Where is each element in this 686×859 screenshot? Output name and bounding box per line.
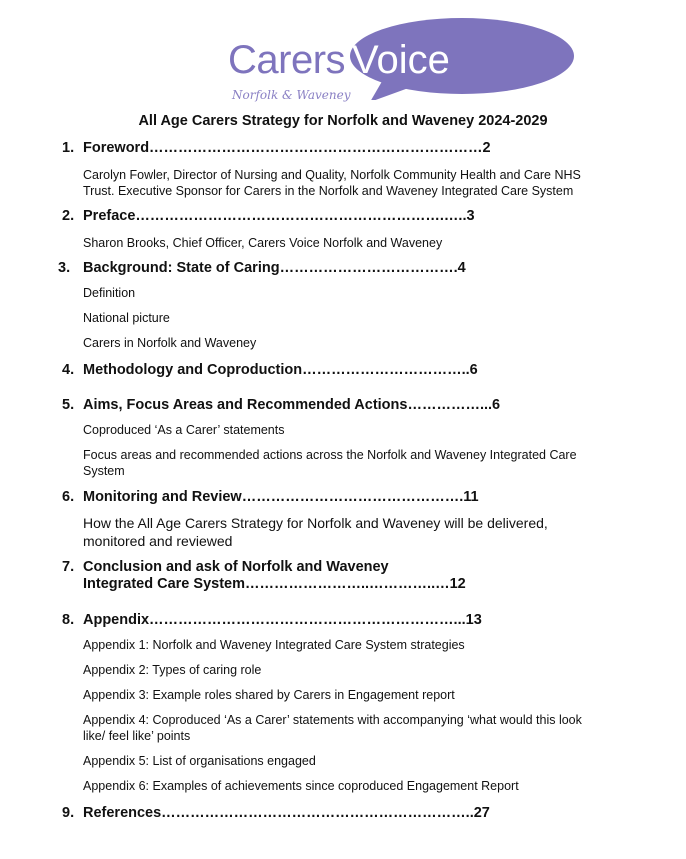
toc-subitem: System <box>83 464 125 478</box>
toc-subitem: Focus areas and recommended actions across the Norfolk and Waveney Integrated Care <box>83 448 577 462</box>
toc-subitem: Trust. Executive Sponsor for Carers in the Norfolk and Waveney Integrated Care System <box>83 184 574 198</box>
toc-subitem: Appendix 1: Norfolk and Waveney Integrated Care System strategies <box>83 638 465 652</box>
toc-number: 2. <box>62 208 75 224</box>
toc-number: 1. <box>62 140 75 156</box>
toc-heading: Methodology and Coproduction……………………………..6 <box>83 362 478 378</box>
logo-word-voice: Voice <box>352 38 450 82</box>
toc-subitem: Appendix 3: Example roles shared by Carers in Engagement report <box>83 688 455 702</box>
toc-heading: Monitoring and Review……………………………………….11 <box>83 489 479 505</box>
toc-subitem: Coproduced ‘As a Carer’ statements <box>83 423 285 437</box>
toc-number: 8. <box>62 612 75 628</box>
toc-subitem: How the All Age Carers Strategy for Norfolk and Waveney will be delivered, <box>83 515 548 531</box>
document-title: All Age Carers Strategy for Norfolk and Waveney 2024-2029 <box>138 113 548 129</box>
toc-heading: Appendix………………………………………………………...13 <box>83 612 482 628</box>
toc-subitem: National picture <box>83 311 170 325</box>
toc-number: 6. <box>62 489 75 505</box>
toc-number: 4. <box>62 362 75 378</box>
toc-subitem: monitored and reviewed <box>83 533 233 549</box>
toc-heading: Background: State of Caring……………………………….4 <box>83 260 466 276</box>
toc-heading: Conclusion and ask of Norfolk and Waveney <box>83 559 389 575</box>
toc-number: 7. <box>62 559 75 575</box>
toc-subitem: Definition <box>83 286 136 300</box>
toc-subitem: Appendix 5: List of organisations engaged <box>83 754 316 768</box>
toc-subitem: Appendix 6: Examples of achievements since coproduced Engagement Report <box>83 779 519 793</box>
carers-voice-logo <box>228 16 464 100</box>
toc-subitem: Appendix 4: Coproduced ‘As a Carer’ statements with accompanying ‘what would this look <box>83 713 582 727</box>
toc-number: 9. <box>62 805 75 821</box>
toc-heading-continued: Integrated Care System……………………..…………..…12 <box>83 576 466 592</box>
toc-subitem: Carolyn Fowler, Director of Nursing and Quality, Norfolk Community Health and Care NHS <box>83 168 581 182</box>
logo-tagline: Norfolk & Waveney <box>232 88 351 102</box>
toc-heading: Aims, Focus Areas and Recommended Actions……………...6 <box>83 397 501 413</box>
toc-subitem: Sharon Brooks, Chief Officer, Carers Voice Norfolk and Waveney <box>83 236 443 250</box>
logo-word-carers: Carers <box>228 38 346 82</box>
toc-number: 3. <box>58 260 71 276</box>
toc-subitem: Appendix 2: Types of caring role <box>83 663 262 677</box>
toc-number: 5. <box>62 397 75 413</box>
toc-subitem: like/ feel like’ points <box>83 729 191 743</box>
toc-heading: Preface……………………………………………………….…..3 <box>83 208 475 224</box>
toc-subitem: Carers in Norfolk and Waveney <box>83 336 257 350</box>
toc-heading: References………………………………………………………..27 <box>83 805 490 821</box>
toc-heading: Foreword……………………………………………………………2 <box>83 140 491 156</box>
